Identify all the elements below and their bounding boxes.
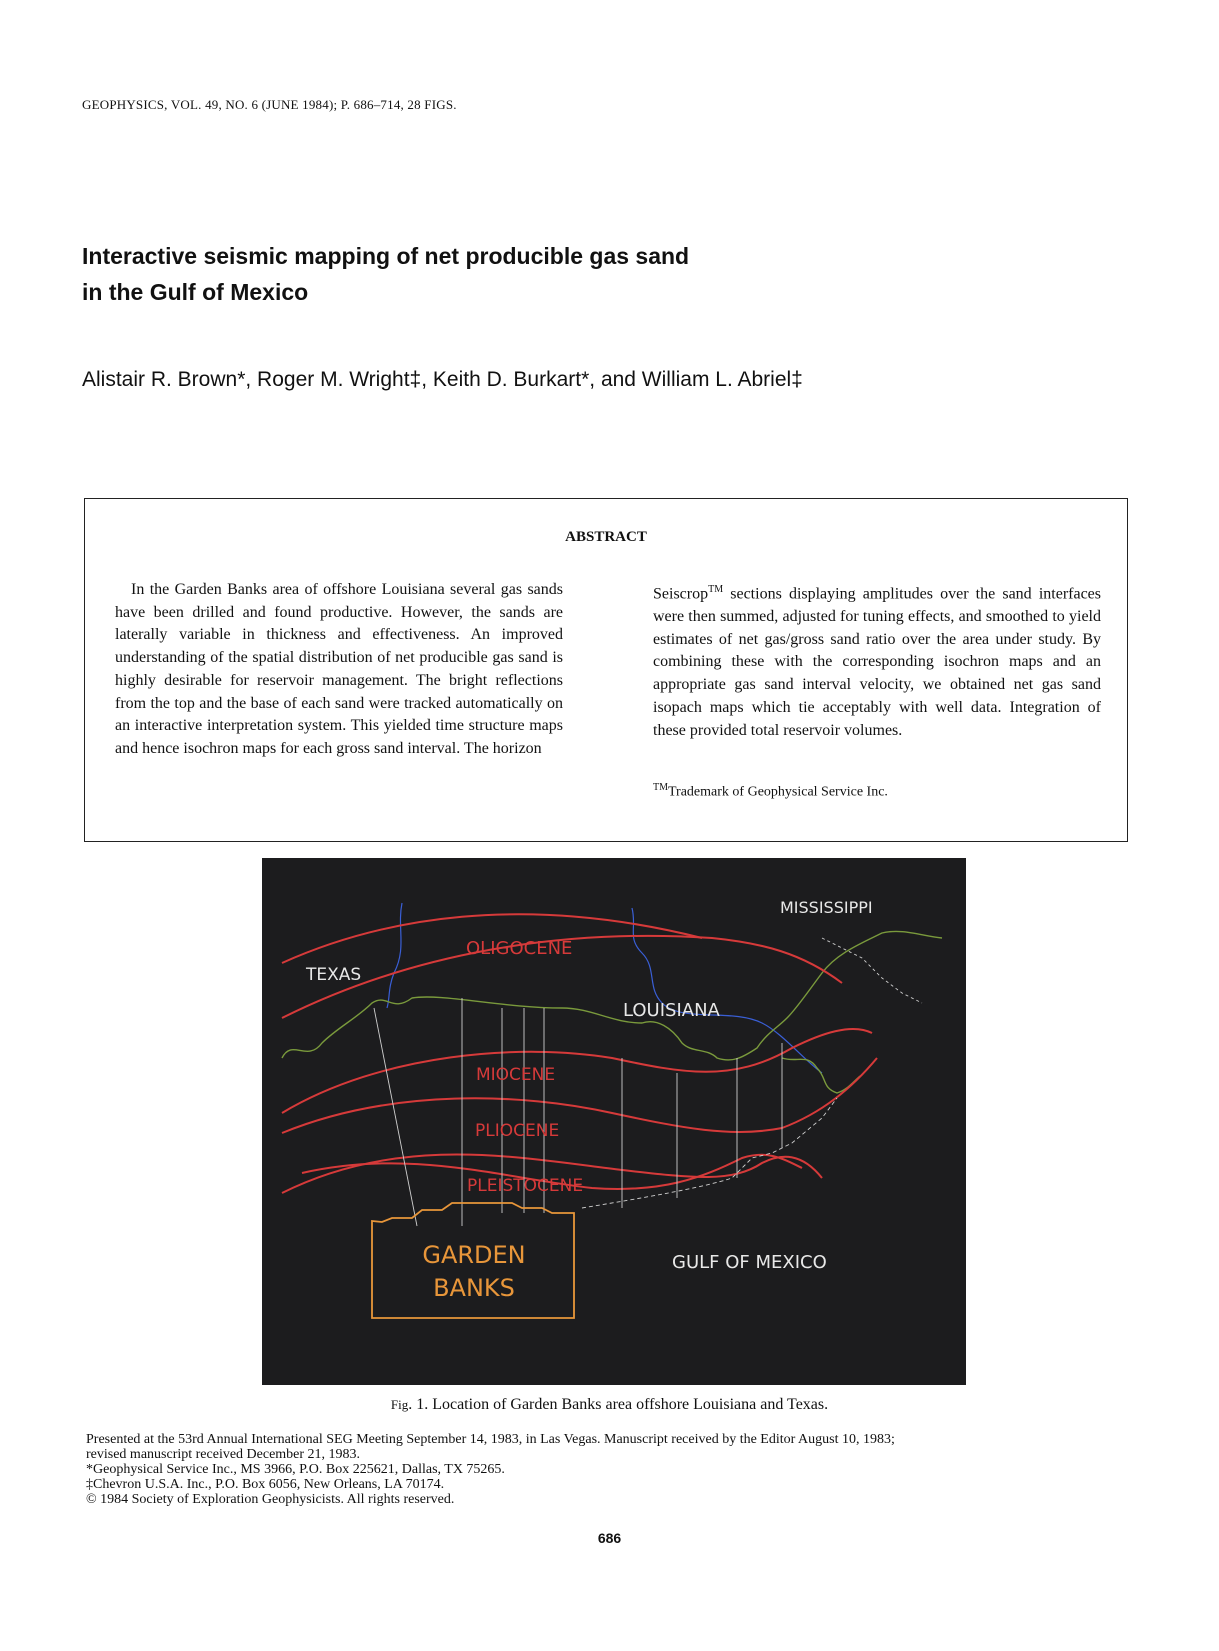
texas-label: TEXAS	[306, 965, 362, 985]
note-presented: Presented at the 53rd Annual International SEG Meeting September 14, 1983, in Las Vegas. Manuscript received by the Editor August 10, 1983;	[86, 1432, 895, 1447]
title-line-1: Interactive seismic mapping of net producible gas sand	[82, 243, 690, 269]
coastline	[282, 931, 942, 1060]
pliocene-label: PLIOCENE	[475, 1121, 560, 1141]
trend-line-miocene-north	[282, 1029, 872, 1113]
title-line-2: in the Gulf of Mexico	[82, 279, 309, 305]
banks-label: BANKS	[433, 1274, 515, 1302]
seiscrop-term: Seiscrop	[653, 585, 709, 603]
trademark-footnote-mark: TM	[653, 782, 668, 793]
trademark-footnote	[653, 782, 888, 801]
block-boundary-northeast	[822, 938, 922, 1003]
figure-caption-text: . 1. Location of Garden Banks area offshore Louisiana and Texas.	[408, 1396, 829, 1413]
note-affiliation-gsi: *Geophysical Service Inc., MS 3966, P.O. Box 225621, Dallas, TX 75265.	[86, 1462, 505, 1477]
paper-title	[82, 238, 982, 310]
gulf-of-mexico-label: GULF OF MEXICO	[672, 1252, 827, 1273]
abstract-column-1: In the Garden Banks area of offshore Louisiana several gas sands have been drilled and found productive. However, the sands are laterally variable in thickness and effectiveness. An improved understanding of the spatial distribution of net producible gas sand is highly desirable for reservoir management. The bright reflections from the top and the base of each sand were tracked automatically on an interactive interpretation system. This yielded time structure maps and hence isochron maps for each gross sand interval. The horizon	[115, 581, 563, 757]
journal-citation: GEOPHYSICS, VOL. 49, NO. 6 (JUNE 1984); P. 686–714, 28 FIGS.	[82, 97, 457, 112]
figure-label: Fig	[390, 1397, 409, 1412]
pleistocene-label: PLEISTOCENE	[467, 1176, 584, 1196]
note-copyright: © 1984 Society of Exploration Geophysicists. All rights reserved.	[86, 1492, 455, 1507]
block-line-1	[374, 1008, 417, 1226]
river-sabine	[387, 903, 402, 1008]
abstract-column-2-text: sections displaying amplitudes over the sand interfaces were then summed, adjusted for tuning effects, and smoothed to yield estimates of net gas/gross sand ratio over the area under study. By combining these with the corresponding isochron maps and an appropriate gas sand interval velocity, we obtained net gas sand isopach maps which tie acceptably with well data. Integration of these provided total reservoir volumes.	[653, 585, 1101, 739]
mississippi-label: MISSISSIPPI	[780, 898, 873, 917]
location-map	[262, 858, 966, 1385]
location-map-figure	[262, 858, 966, 1385]
louisiana-label: LOUISIANA	[623, 1000, 720, 1021]
miocene-label: MIOCENE	[476, 1065, 556, 1085]
note-affiliation-chevron: ‡Chevron U.S.A. Inc., P.O. Box 6056, New Orleans, LA 70174.	[86, 1477, 445, 1492]
abstract-column-2	[653, 579, 1101, 742]
oligocene-label: OLIGOCENE	[466, 938, 573, 959]
trademark-footnote-text: Trademark of Geophysical Service Inc.	[668, 784, 888, 800]
trend-line-miocene-south	[282, 1058, 877, 1133]
garden-label: GARDEN	[422, 1241, 526, 1269]
publication-notes	[86, 1432, 1136, 1507]
trademark-symbol: TM	[708, 584, 724, 595]
note-revised: revised manuscript received December 21, 1983.	[86, 1447, 361, 1462]
abstract-box	[84, 498, 1128, 842]
abstract-heading: ABSTRACT	[565, 529, 647, 545]
author-list: Alistair R. Brown*, Roger M. Wright‡, Keith D. Burkart*, and William L. Abriel‡	[82, 368, 803, 391]
page-number: 686	[597, 1530, 622, 1546]
figure-caption	[0, 1396, 1219, 1414]
